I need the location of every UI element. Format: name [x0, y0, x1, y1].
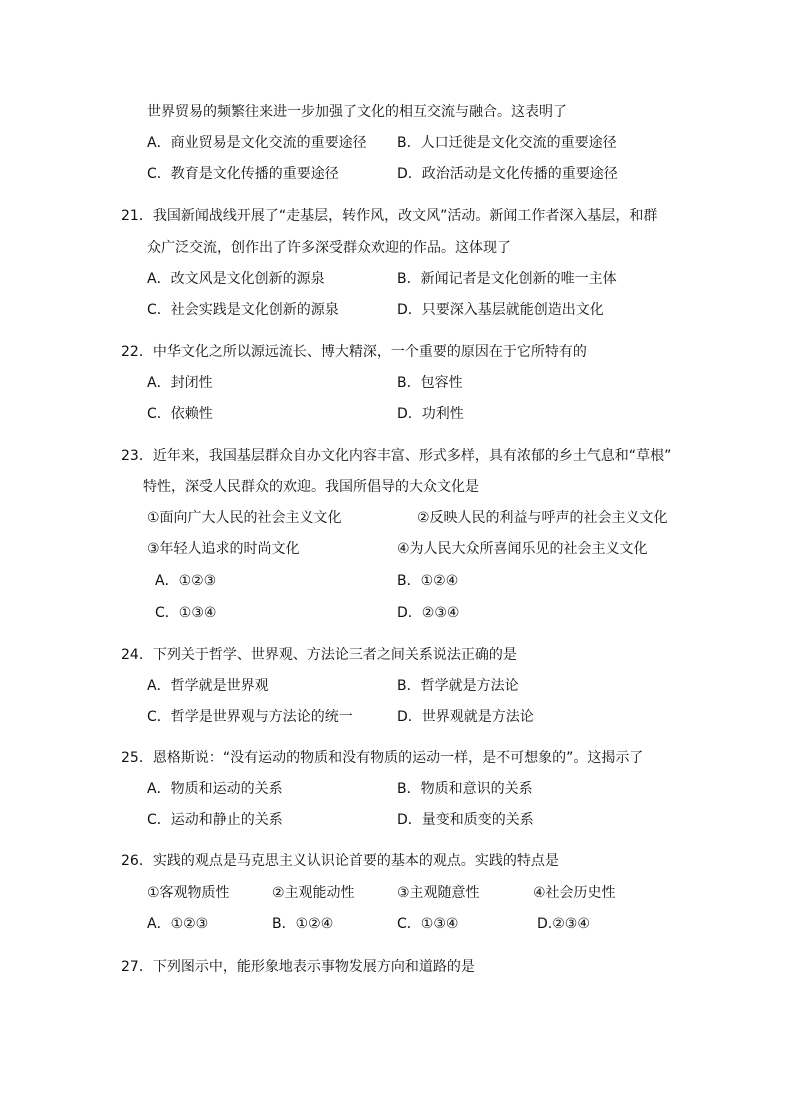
q23-option-c: C．①③④ — [155, 605, 217, 621]
q21-option-a: A．改文风是文化创新的源泉 — [147, 271, 325, 287]
q23-option-b: B．①②④ — [397, 573, 459, 589]
q24-option-a: A．哲学就是世界观 — [147, 678, 269, 694]
q26-statement-2: ②主观能动性 — [272, 885, 355, 901]
question-26-stem: 26．实践的观点是马克思主义认识论首要的基本的观点。实践的特点是 — [121, 853, 559, 869]
question-24-stem: 24．下列关于哲学、世界观、方法论三者之间关系说法正确的是 — [121, 647, 517, 663]
q24-option-d: D．世界观就是方法论 — [397, 709, 534, 725]
q26-statement-4: ④社会历史性 — [533, 885, 616, 901]
q26-option-d: D.②③④ — [537, 916, 590, 932]
question-23-stem-line2: 特性，深受人民群众的欢迎。我国所倡导的大众文化是 — [143, 479, 479, 495]
q25-option-a: A．物质和运动的关系 — [147, 781, 283, 797]
q26-option-c: C．①③④ — [397, 916, 459, 932]
q23-option-a: A．①②③ — [155, 573, 217, 589]
question-25-stem: 25．恩格斯说：“没有运动的物质和没有物质的运动一样，是不可想象的”。这揭示了 — [121, 750, 644, 766]
q23-statement-3: ③年轻人追求的时尚文化 — [147, 541, 300, 557]
q25-option-d: D．量变和质变的关系 — [397, 812, 534, 828]
q22-option-d: D．功利性 — [397, 406, 464, 422]
question-23-stem-line1: 23．近年来，我国基层群众自办文化内容丰富、形式多样，具有浓郁的乡土气息和“草根” — [121, 448, 672, 464]
q22-option-b: B．包容性 — [397, 375, 463, 391]
question-22-stem: 22．中华文化之所以源远流长、博大精深，一个重要的原因在于它所特有的 — [121, 344, 587, 360]
q20-option-a: A．商业贸易是文化交流的重要途径 — [147, 135, 367, 151]
q23-statement-4: ④为人民大众所喜闻乐见的社会主义文化 — [397, 541, 648, 557]
q25-option-b: B．物质和意识的关系 — [397, 781, 533, 797]
q20-option-c: C．教育是文化传播的重要途径 — [147, 166, 339, 182]
q26-statement-3: ③主观随意性 — [397, 885, 480, 901]
q20-option-b: B．人口迁徙是文化交流的重要途径 — [397, 135, 617, 151]
q21-option-c: C．社会实践是文化创新的源泉 — [147, 302, 339, 318]
q22-option-a: A．封闭性 — [147, 375, 213, 391]
q24-option-c: C．哲学是世界观与方法论的统一 — [147, 709, 353, 725]
q20-option-d: D．政治活动是文化传播的重要途径 — [397, 166, 618, 182]
q25-option-c: C．运动和静止的关系 — [147, 812, 283, 828]
question-27-stem: 27．下列图示中，能形象地表示事物发展方向和道路的是 — [121, 959, 475, 975]
q24-option-b: B．哲学就是方法论 — [397, 678, 519, 694]
q23-option-d: D．②③④ — [397, 605, 460, 621]
q22-option-c: C．依赖性 — [147, 406, 213, 422]
q21-option-b: B．新闻记者是文化创新的唯一主体 — [397, 271, 617, 287]
question-20-stem: 世界贸易的频繁往来进一步加强了文化的相互交流与融合。这表明了 — [147, 104, 567, 120]
question-21-stem-line2: 众广泛交流，创作出了许多深受群众欢迎的作品。这体现了 — [147, 240, 511, 256]
q23-statement-1: ①面向广大人民的社会主义文化 — [147, 510, 342, 526]
q23-statement-2: ②反映人民的利益与呼声的社会主义文化 — [417, 510, 668, 526]
q21-option-d: D．只要深入基层就能创造出文化 — [397, 302, 604, 318]
question-21-stem-line1: 21．我国新闻战线开展了“走基层，转作风，改文风”活动。新闻工作者深入基层，和群 — [121, 208, 658, 224]
q26-option-b: B．①②④ — [272, 916, 334, 932]
q26-statement-1: ①客观物质性 — [147, 885, 230, 901]
q26-option-a: A．①②③ — [147, 916, 209, 932]
